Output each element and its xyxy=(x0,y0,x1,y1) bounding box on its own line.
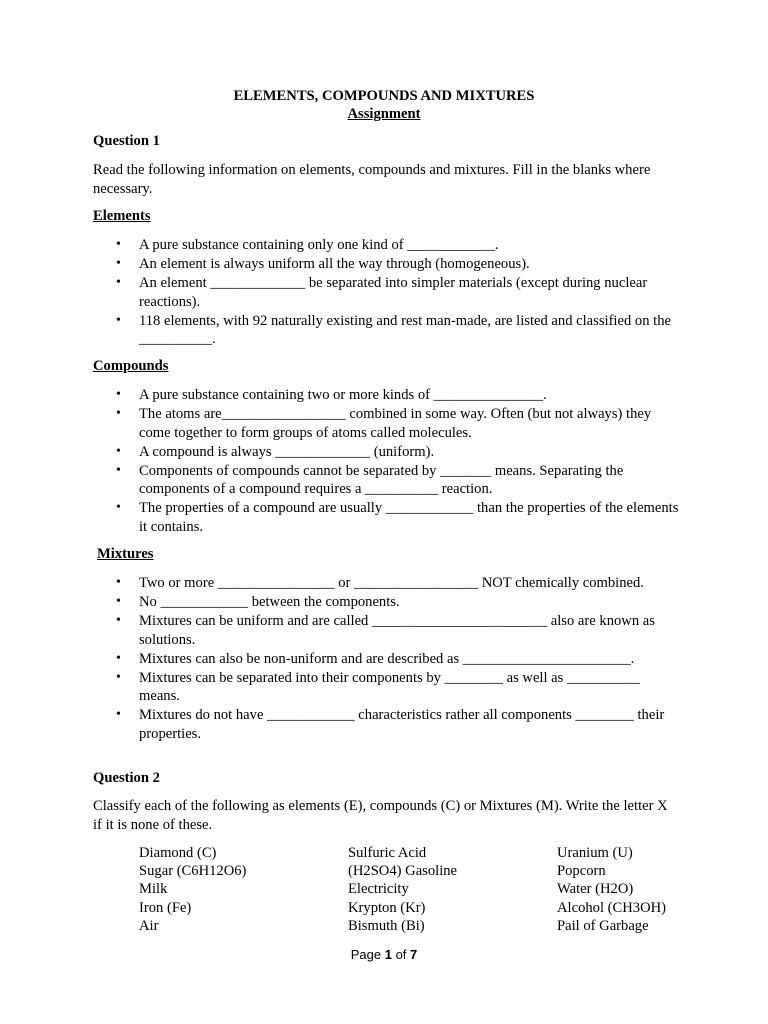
list-item: Bismuth (Bi) xyxy=(348,917,425,934)
list-item: Water (H2O) xyxy=(557,881,634,898)
of-label: of xyxy=(395,947,407,962)
list-item: Popcorn xyxy=(557,863,606,880)
compounds-heading: Compounds xyxy=(93,358,169,374)
list-item: Iron (Fe) xyxy=(139,899,192,916)
question-2-intro: Classify each of the following as elements (E), compounds (C) or Mixtures (M). Write the letter X if it is none of these. xyxy=(93,798,668,833)
list-item: Krypton (Kr) xyxy=(348,899,426,916)
list-item: Uranium (U) xyxy=(557,845,633,861)
elements-list xyxy=(0,236,680,349)
list-item: • An element is always uniform all the way through (homogeneous). xyxy=(0,255,680,274)
list-item: • Mixtures can also be non-uniform and are described as _______________________. xyxy=(0,650,680,669)
list-item: (H2SO4) Gasoline xyxy=(348,863,458,880)
document-title: ELEMENTS, COMPOUNDS AND MIXTURES xyxy=(233,88,535,104)
list-item: • Two or more ________________ or _________________ NOT chemically combined. xyxy=(0,574,680,593)
list-item: Electricity xyxy=(348,881,409,898)
page-total: 7 xyxy=(410,947,418,962)
elements-heading: Elements xyxy=(93,208,151,224)
question-1-intro: Read the following information on elements, compounds and mixtures. Fill in the blanks where necessary. xyxy=(93,162,651,197)
list-item: Milk xyxy=(139,881,168,898)
list-item: • The atoms are_________________ combined in some way. Often (but not always) they come together to form groups of atoms called molecules. xyxy=(0,405,680,442)
classification-column-2 xyxy=(348,844,457,935)
mixtures-list xyxy=(0,574,680,744)
classification-column-3 xyxy=(557,844,666,935)
list-item: • A pure substance containing two or more kinds of _______________. xyxy=(0,386,680,405)
list-item: Sugar (C6H12O6) xyxy=(139,863,247,880)
list-item: • A compound is always _____________ (uniform). xyxy=(0,443,680,462)
question-2-heading: Question 2 xyxy=(93,770,160,786)
page-label: Page xyxy=(350,947,382,962)
mixtures-heading: Mixtures xyxy=(97,546,154,562)
question-1-heading: Question 1 xyxy=(93,133,160,149)
compounds-list xyxy=(0,386,680,537)
list-item: • No ____________ between the components. xyxy=(0,593,680,612)
list-item: • An element _____________ be separated into simpler materials (except during nuclear reactions). xyxy=(0,274,680,311)
list-item: Sulfuric Acid xyxy=(348,845,427,861)
page-footer xyxy=(0,947,768,962)
list-item: Air xyxy=(139,917,159,934)
page-number: 1 xyxy=(384,947,392,962)
list-item: • 118 elements, with 92 naturally existing and rest man-made, are listed and classified on the __________. xyxy=(0,312,680,349)
list-item: Diamond (C) xyxy=(139,845,217,861)
list-item: • Components of compounds cannot be separated by _______ means. Separating the components of a compound requires a __________ reaction. xyxy=(0,462,680,499)
list-item: • The properties of a compound are usually ____________ than the properties of the elements it contains. xyxy=(0,499,680,536)
document-subtitle: Assignment xyxy=(347,106,421,122)
list-item: • Mixtures can be separated into their components by ________ as well as __________ means. xyxy=(0,669,680,706)
list-item: • A pure substance containing only one kind of ____________. xyxy=(0,236,680,255)
list-item: • Mixtures do not have ____________ characteristics rather all components ________ their properties. xyxy=(0,706,680,743)
list-item: • Mixtures can be uniform and are called ________________________ also are known as solutions. xyxy=(0,612,680,649)
classification-column-1 xyxy=(139,844,246,935)
list-item: Alcohol (CH3OH) xyxy=(557,899,667,916)
list-item: Pail of Garbage xyxy=(557,917,649,934)
